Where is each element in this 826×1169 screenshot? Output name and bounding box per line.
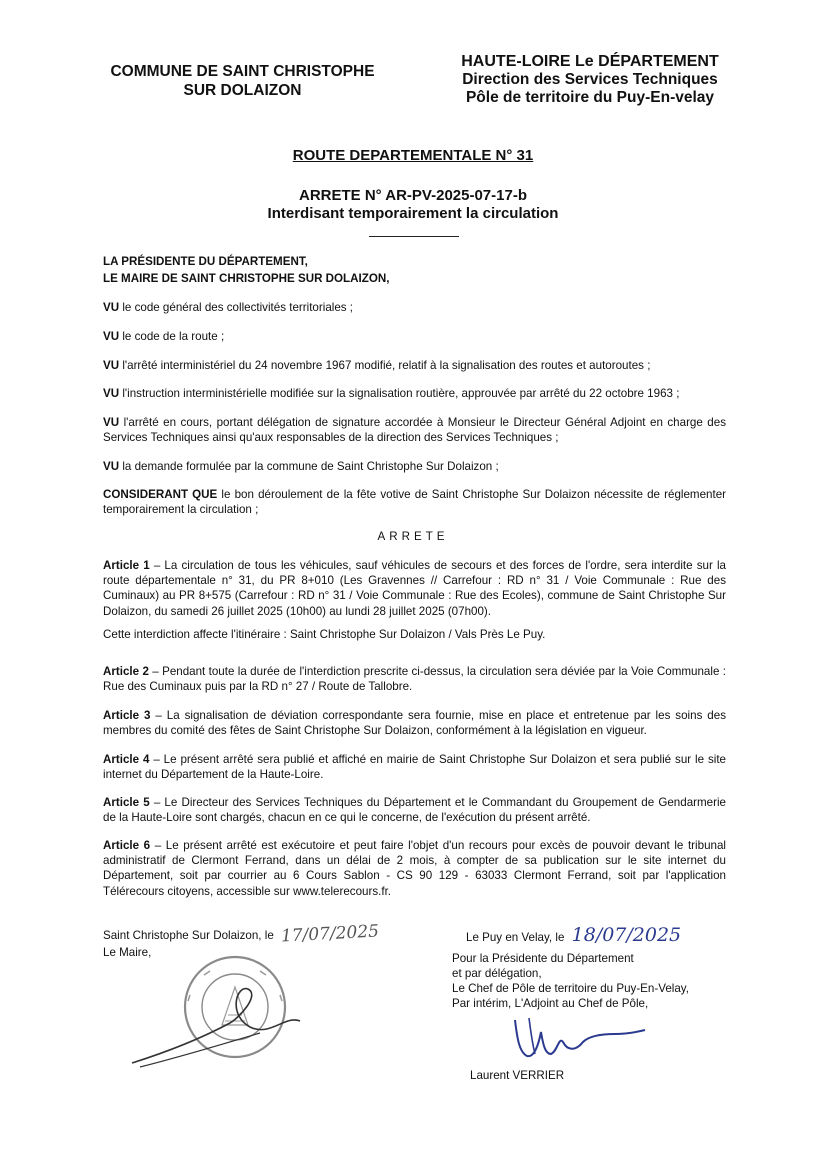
visa-lead: VU — [103, 330, 120, 343]
delegation-block — [452, 951, 752, 1011]
commune-header-line1: COMMUNE DE SAINT CHRISTOPHE — [110, 63, 375, 80]
article-text: – Le présent arrêté sera publié et affiché en mairie de Saint Christophe Sur Dolaizon et sera publié sur le site internet du Département de la Haute-Loire. — [103, 753, 726, 782]
mayor-signature-icon — [132, 989, 300, 1067]
article-paragraph — [103, 558, 726, 619]
visa-lead: VU — [103, 387, 120, 400]
departement-header — [440, 53, 740, 107]
article-lead: Article 5 — [103, 796, 150, 809]
mairie-stamp-icon — [185, 957, 285, 1057]
mayor-signature-place — [103, 921, 380, 947]
authority-line-2: LE MAIRE DE SAINT CHRISTOPHE SUR DOLAIZON, — [103, 272, 390, 285]
considerant-lead: CONSIDERANT QUE — [103, 488, 218, 501]
considerant-text: le bon déroulement de la fête votive de Saint Christophe Sur Dolaizon nécessite de réglementer temporairement la circulation ; — [103, 488, 726, 517]
authority-line-1: LA PRÉSIDENTE DU DÉPARTEMENT, — [103, 255, 308, 268]
visa-text: l'arrêté en cours, portant délégation de signature accordée à Monsieur le Directeur Général Adjoint en charge des Services Techniques ainsi qu'aux responsables de la direction des Services Techniques ; — [103, 416, 726, 445]
article-paragraph — [103, 708, 726, 738]
route-title: ROUTE DEPARTEMENTALE N° 31 — [292, 147, 534, 164]
article-lead: Article 4 — [103, 753, 150, 766]
delegation-line: Par intérim, L'Adjoint au Chef de Pôle, — [452, 997, 649, 1010]
article-text: – Pendant toute la durée de l'interdiction prescrite ci-dessus, la circulation sera déviée par la Voie Communale : Rue des Cuminaux puis par la RD n° 27 / Route de Tallobre. — [103, 665, 726, 694]
article-paragraph — [103, 838, 726, 899]
considerant-paragraph — [103, 487, 726, 517]
visa-text: l'instruction interministérielle modifiée sur la signalisation routière, approuvée par arrêté du 22 octobre 1963 ; — [119, 387, 680, 400]
article-text: – La circulation de tous les véhicules, sauf véhicules de secours et des forces de l'ordre, sera interdite sur la route départementale n° 31, du PR 8+010 (Les Gravennes // Carrefour : RD n° 31 / Voie Communale : Rue des Cuminaux) au PR 8+575 (Carrefour : RD n° 31 / Voie Communale : Rue des Ecoles), commune de Saint Christophe Sur Dolaizon, du samedi 26 juillet 2025 (10h00) au lundi 28 juillet 2025 (07h00). — [103, 559, 726, 618]
arrete-subtitle: Interdisant temporairement la circulation — [267, 205, 559, 222]
article-paragraph — [103, 795, 726, 825]
commune-header — [100, 62, 385, 100]
visa-text: le code de la route ; — [119, 330, 225, 343]
title-separator — [369, 236, 459, 237]
mayor-role: Le Maire, — [103, 946, 152, 959]
article-text: – La signalisation de déviation correspondante sera fournie, mise en place et entretenue par les soins des membres du comité des fêtes de Saint Christophe Sur Dolaizon, conformément à la législation en vigueur. — [103, 709, 726, 738]
delegation-line: et par délégation, — [452, 967, 542, 980]
president-handwritten-date: 18/07/2025 — [571, 924, 682, 946]
visa-paragraph — [103, 386, 726, 401]
article-text: Cette interdiction affecte l'itinéraire : Saint Christophe Sur Dolaizon / Vals Près Le Puy. — [103, 628, 546, 641]
article-lead: Article 1 — [103, 559, 150, 572]
visa-text: l'arrêté interministériel du 24 novembre 1967 modifié, relatif à la signalisation des routes et autoroutes ; — [119, 359, 651, 372]
visa-text: le code général des collectivités territoriales ; — [119, 301, 354, 314]
article-lead: Article 3 — [103, 709, 151, 722]
visa-lead: VU — [103, 301, 120, 314]
visa-lead: VU — [103, 460, 120, 473]
article-paragraph — [103, 752, 726, 782]
visa-text: la demande formulée par la commune de Saint Christophe Sur Dolaizon ; — [119, 460, 499, 473]
article-text: – Le présent arrêté est exécutoire et peut faire l'objet d'un recours pour excès de pouvoir devant le tribunal administratif de Clermont Ferrand, dans un délai de 2 mois, à compter de sa publication sur le site internet du Département, soit par courrier au 6 Cours Sablon - CS 90 129 - 63033 Clermont Ferrand, soit par l'application Télérecours citoyens, accessible sur www.telerecours.fr. — [103, 839, 726, 898]
visa-paragraph — [103, 459, 726, 474]
commune-header-line2: SUR DOLAIZON — [183, 82, 302, 99]
article-paragraph — [103, 664, 726, 694]
visa-lead: VU — [103, 416, 120, 429]
visa-paragraph — [103, 415, 726, 445]
departement-header-line1: HAUTE-LOIRE Le DÉPARTEMENT — [461, 53, 719, 70]
visa-paragraph — [103, 300, 726, 315]
mayor-handwritten-date: 17/07/2025 — [280, 921, 380, 947]
mayor-place-label: Saint Christophe Sur Dolaizon, le — [103, 929, 274, 942]
delegation-line: Le Chef de Pôle de territoire du Puy-En-Velay, — [452, 982, 689, 995]
departement-header-line2: Direction des Services Techniques — [462, 71, 718, 88]
article-text: – Le Directeur des Services Techniques du Département et le Commandant du Groupement de Gendarmerie de la Haute-Loire sont chargés, chacun en ce qui le concerne, de l'exécution du présent arrêté. — [103, 796, 726, 825]
visa-paragraph — [103, 358, 726, 373]
president-signature-place — [466, 924, 681, 946]
signer-name: Laurent VERRIER — [470, 1069, 565, 1082]
visa-paragraph — [103, 329, 726, 344]
arrete-heading: ARRETE — [377, 530, 449, 543]
visa-lead: VU — [103, 359, 120, 372]
article-lead: Article 6 — [103, 839, 151, 852]
arrete-number: ARRETE N° AR-PV-2025-07-17-b — [298, 187, 527, 204]
article-lead: Article 2 — [103, 665, 149, 678]
mairie-stamp-and-signature — [110, 955, 340, 1075]
president-place-label: Le Puy en Velay, le — [466, 931, 565, 944]
delegation-line: Pour la Présidente du Département — [452, 952, 634, 965]
departement-header-line3: Pôle de territoire du Puy-En-velay — [465, 89, 715, 106]
adjoint-signature-icon — [505, 1012, 655, 1067]
article-paragraph — [103, 627, 726, 642]
